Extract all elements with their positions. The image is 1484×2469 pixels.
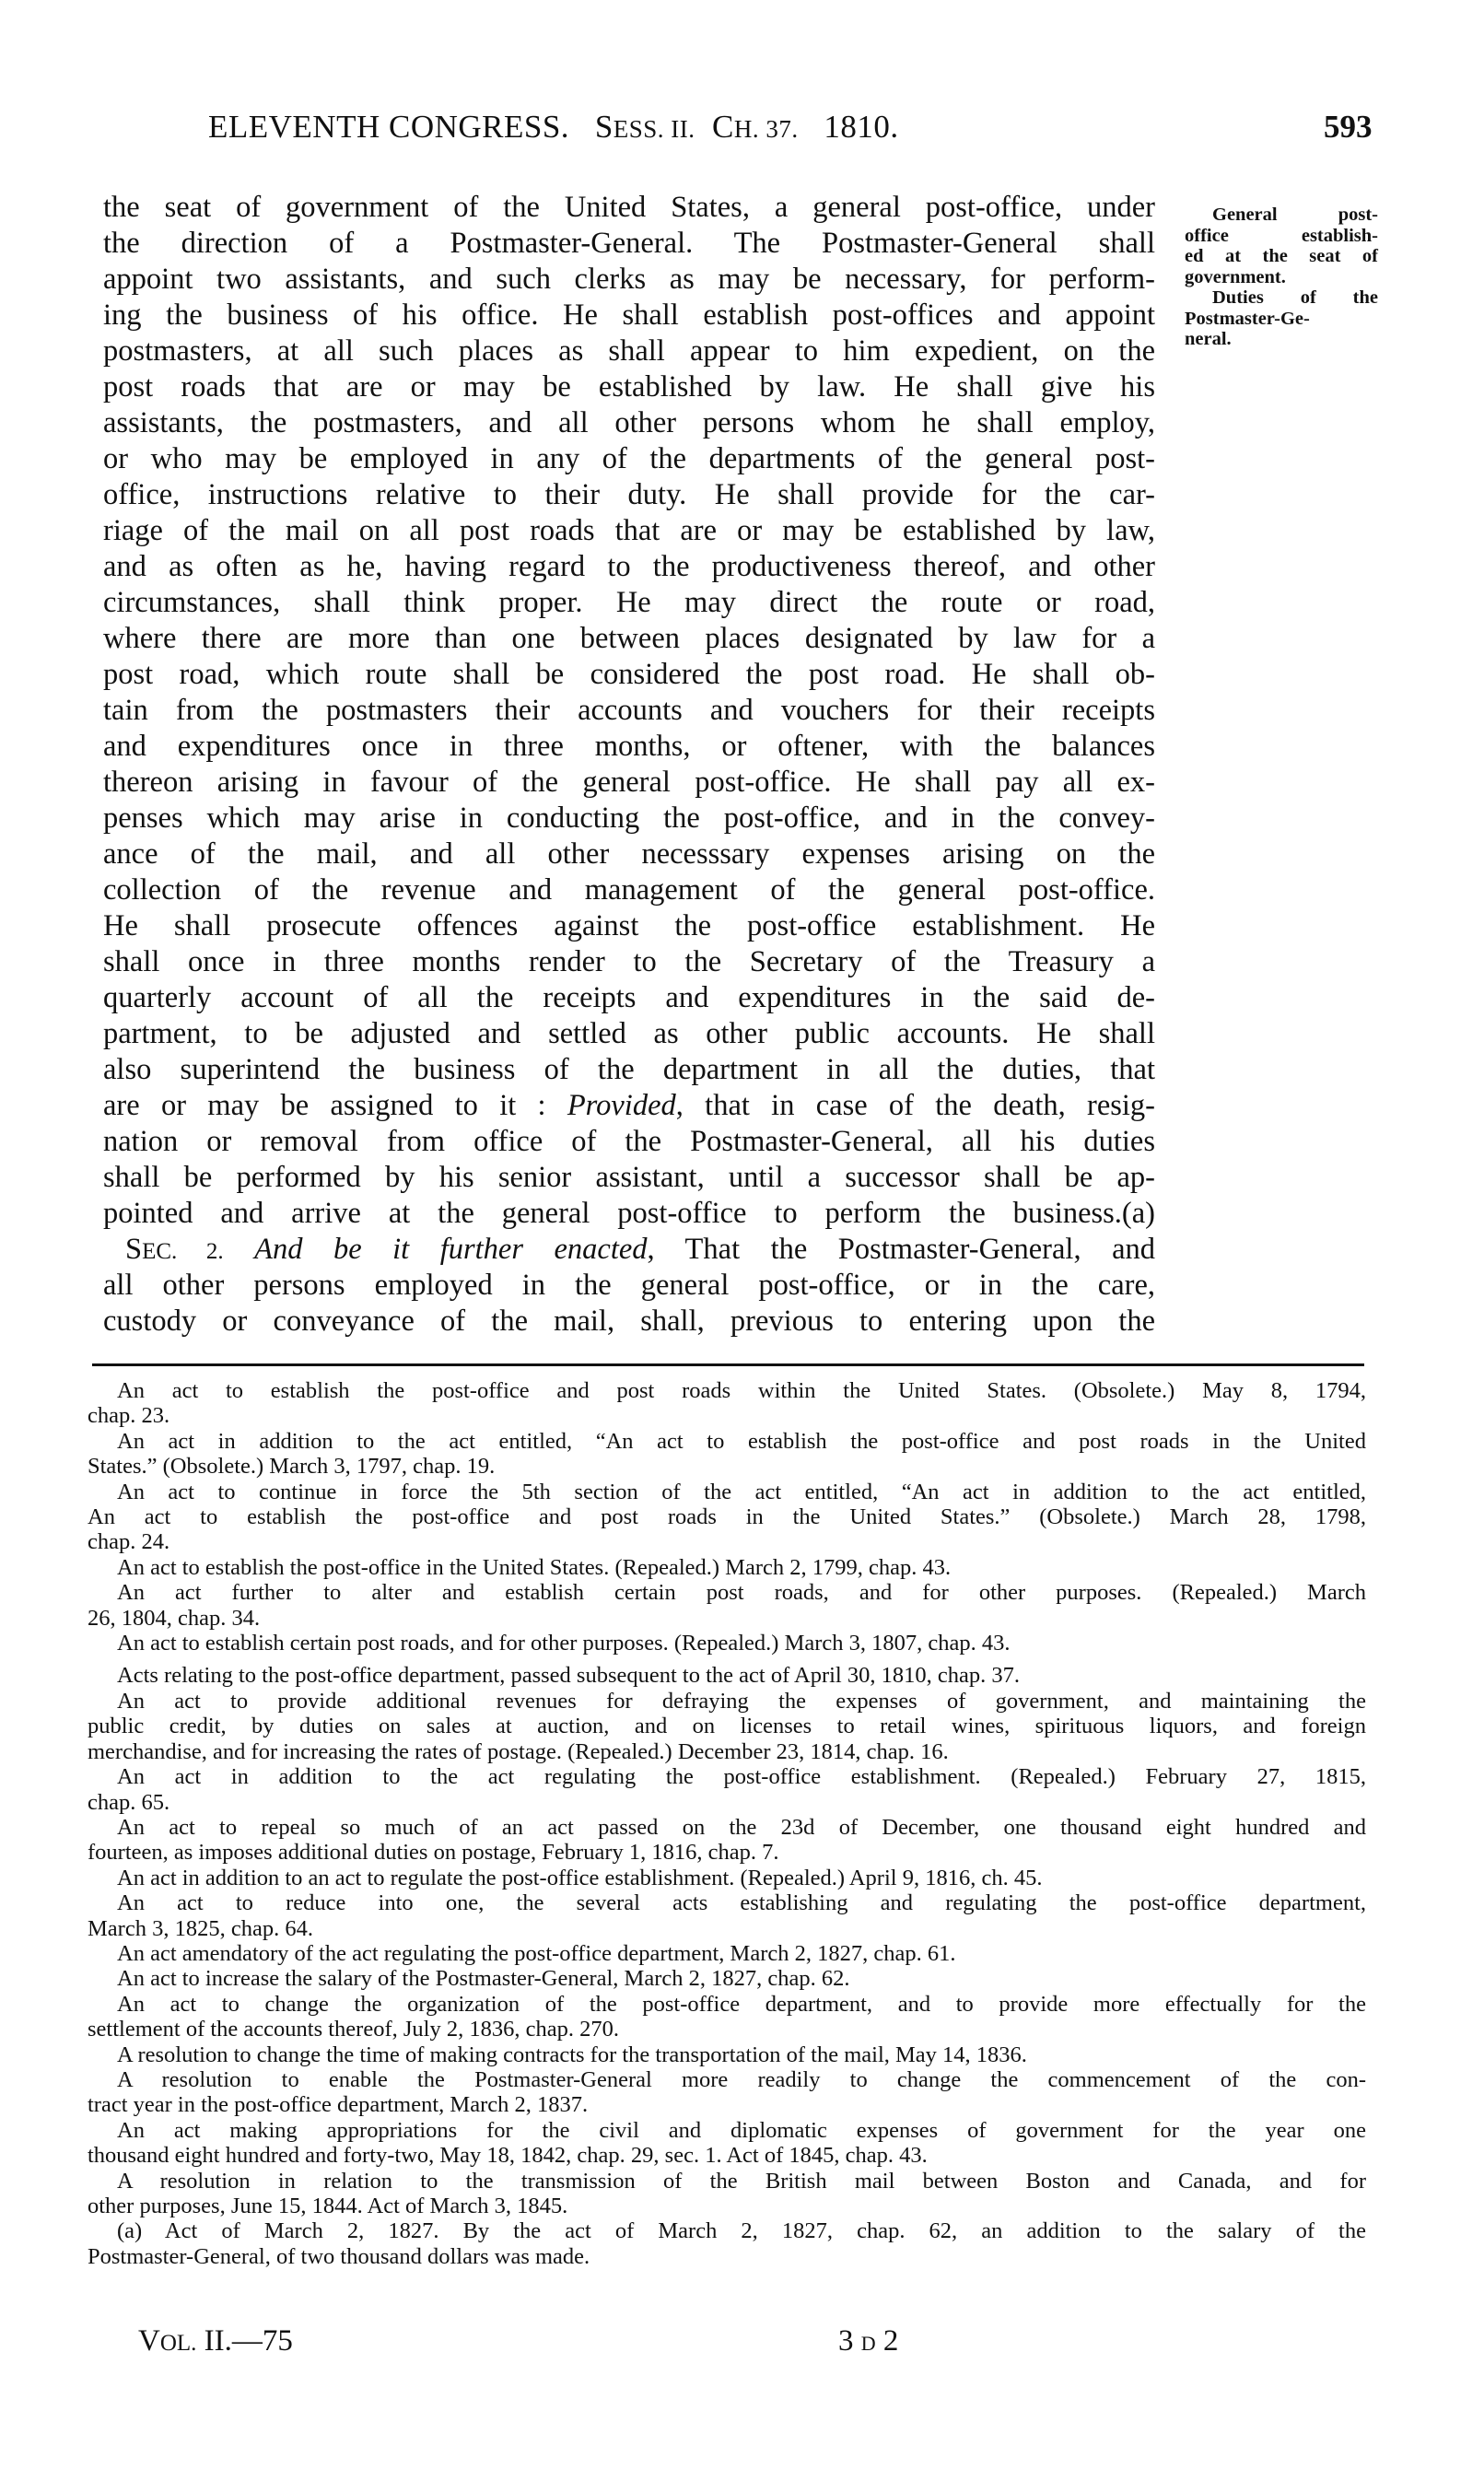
chapter-label: CH. 37. bbox=[712, 109, 799, 145]
footnote-line: chap. 23. bbox=[88, 1403, 170, 1429]
footnote-item bbox=[88, 1378, 1366, 1429]
text-line: all other persons employed in the general post-office, or in the care, bbox=[103, 1269, 1155, 1302]
footnote-item bbox=[88, 1866, 1366, 1890]
footnote-line: settlement of the accounts thereof, July 2, 1836, chap. 270. bbox=[88, 2017, 619, 2042]
text-line: post roads that are or may be established by law. He shall give his bbox=[103, 370, 1155, 404]
footnote-line: A resolution to enable the Postmaster-General more readily to change the commencement of the con- bbox=[117, 2066, 1366, 2092]
sidenote-post-office-established: General post- office establish- ed at the seat of government. bbox=[1185, 205, 1378, 287]
footnote-line: An act in addition to the act entitled, “An act to establish the post-office and post roads in the United bbox=[117, 1428, 1366, 1454]
text-line: ance of the mail, and all other necesssary expenses arising on the bbox=[103, 837, 1155, 871]
footnote-item bbox=[88, 1580, 1366, 1631]
footnote-item bbox=[88, 1480, 1366, 1555]
section-2-heading-line: SEC. 2. And be it further enacted, That the Postmaster-General, and bbox=[125, 1233, 1155, 1266]
text-line: where there are more than one between places designated by law for a bbox=[103, 622, 1155, 655]
footnote-item bbox=[88, 2067, 1366, 2118]
session-label: SESS. II. bbox=[594, 109, 695, 145]
congress-label: ELEVENTH CONGRESS. bbox=[208, 109, 570, 145]
footnote-line: An act making appropriations for the civil and diplomatic expenses of government for the year one bbox=[117, 2117, 1366, 2143]
paragraph-section-1 bbox=[103, 190, 1155, 1232]
footnote-line: 26, 1804, chap. 34. bbox=[88, 1605, 261, 1631]
enacting-clause: And be it further enacted bbox=[254, 1233, 648, 1266]
section-label: SEC. 2. bbox=[125, 1233, 224, 1266]
footnote-item bbox=[88, 1890, 1366, 1941]
footnote-item bbox=[88, 1966, 1366, 1991]
text-line: collection of the revenue and management of the general post-office. bbox=[103, 873, 1155, 907]
footnote-line: An act to establish certain post roads, and for other purposes. (Repealed.) March 3, 1807, chap. 43. bbox=[117, 1631, 1011, 1656]
footnote-item bbox=[88, 2042, 1366, 2067]
signature-mark: 3 D 2 bbox=[838, 2324, 899, 2358]
footnote-item bbox=[88, 2218, 1366, 2269]
year-label: 1810. bbox=[824, 109, 899, 145]
footnote-item bbox=[88, 1764, 1366, 1815]
footnote-item bbox=[88, 1429, 1366, 1480]
footnote-line: merchandise, and for increasing the rates of postage. (Repealed.) December 23, 1814, chap. 16. bbox=[88, 1738, 949, 1764]
footnote-item bbox=[88, 2169, 1366, 2219]
footnote-line: tract year in the post-office department, March 2, 1837. bbox=[88, 2092, 589, 2118]
text-line: shall once in three months render to the Secretary of the Treasury a bbox=[103, 945, 1155, 978]
footnote-line: An act further to alter and establish certain post roads, and for other purposes. (Repealed.) March bbox=[117, 1580, 1366, 1606]
footnote-item bbox=[88, 1689, 1366, 1764]
text-line: and as often as he, having regard to the productiveness thereof, and other bbox=[103, 550, 1155, 583]
statute-text bbox=[103, 190, 1155, 1340]
footnote-line: thousand eight hundred and forty-two, May 18, 1842, chap. 29, sec. 1. Act of 1845, chap. 43. bbox=[88, 2143, 928, 2169]
signature-line bbox=[138, 2324, 967, 2361]
text-line: appoint two assistants, and such clerks as may be necessary, for perform- bbox=[103, 263, 1155, 296]
footnote-line: fourteen, as imposes additional duties on postage, February 1, 1816, chap. 7. bbox=[88, 1840, 779, 1866]
text-line: ing the business of his office. He shall establish post-offices and appoint bbox=[103, 298, 1155, 332]
text-line: also superintend the business of the department in all the duties, that bbox=[103, 1053, 1155, 1086]
text-line: penses which may arise in conducting the post-office, and in the convey- bbox=[103, 802, 1155, 835]
footnote-line: An act amendatory of the act regulating the post-office department, March 2, 1827, chap. 61. bbox=[117, 1940, 956, 1966]
volume-mark: VOL. II.—75 bbox=[138, 2324, 293, 2358]
footnote-line: A resolution to change the time of making contracts for the transportation of the mail, May 14, 1836. bbox=[117, 2042, 1027, 2067]
footnote-line: chap. 65. bbox=[88, 1789, 170, 1815]
text-line: assistants, the postmasters, and all other persons whom he shall employ, bbox=[103, 406, 1155, 439]
footnote-line: Acts relating to the post-office department, passed subsequent to the act of April 30, 1810, chap. 37. bbox=[117, 1663, 1020, 1689]
footnote-line: An act to increase the salary of the Postmaster-General, March 2, 1827, chap. 62. bbox=[117, 1966, 850, 1992]
footnote-line: chap. 24. bbox=[88, 1529, 170, 1555]
footnote-line: An act to provide additional revenues for defraying the expenses of government, and maintaining the bbox=[117, 1688, 1366, 1714]
text-line: shall be performed by his senior assistant, until a successor shall be ap- bbox=[103, 1161, 1155, 1194]
footnote-line: An act to change the organization of the post-office department, and to provide more effectually for the bbox=[117, 1991, 1366, 2017]
footnote-line: An act in addition to an act to regulate the post-office establishment. (Repealed.) April 9, 1816, ch. 45. bbox=[117, 1865, 1043, 1890]
footnotes bbox=[88, 1378, 1366, 2269]
text-line: the direction of a Postmaster-General. The Postmaster-General shall bbox=[103, 227, 1155, 260]
footnote-item bbox=[88, 1555, 1366, 1580]
footnote-line: An act to establish the post-office in the United States. (Repealed.) March 2, 1799, chap. 43. bbox=[117, 1554, 952, 1580]
text-line: circumstances, shall think proper. He may direct the route or road, bbox=[103, 586, 1155, 619]
footnote-line: An act to reduce into one, the several acts establishing and regulating the post-office department, bbox=[117, 1890, 1366, 1916]
footnote-item bbox=[88, 2118, 1366, 2169]
text-line: the seat of government of the United States, a general post-office, under bbox=[103, 191, 1155, 224]
text-line: and expenditures once in three months, or oftener, with the balances bbox=[103, 730, 1155, 763]
footnote-item bbox=[88, 1992, 1366, 2042]
provided-italic: Provided bbox=[567, 1089, 676, 1122]
footnote-line: other purposes, June 15, 1844. Act of March 3, 1845. bbox=[88, 2194, 568, 2218]
footnote-line: Postmaster-General, of two thousand dollars was made. bbox=[88, 2243, 590, 2269]
footnote-item bbox=[88, 1815, 1366, 1866]
footnote-item bbox=[88, 1631, 1366, 1656]
page-number: 593 bbox=[1324, 109, 1373, 145]
footnote-item bbox=[88, 1941, 1366, 1966]
margin-notes bbox=[1185, 205, 1378, 350]
running-header bbox=[208, 109, 1387, 151]
text-line: thereon arising in favour of the general post-office. He shall pay all ex- bbox=[103, 766, 1155, 799]
provided-line: are or may be assigned to it : Provided, that in case of the death, resig- bbox=[103, 1089, 1155, 1122]
footnote-line: A resolution in relation to the transmission of the British mail between Boston and Canada, and for bbox=[117, 2168, 1366, 2194]
footnote-line: (a) Act of March 2, 1827. By the act of March 2, 1827, chap. 62, an addition to the salary of the bbox=[117, 2218, 1366, 2244]
sidenote-duties-postmaster-general: Duties of the Postmaster-Ge- neral. bbox=[1185, 287, 1378, 349]
text-line: or who may be employed in any of the departments of the general post- bbox=[103, 442, 1155, 475]
footnote-line: States.” (Obsolete.) March 3, 1797, chap. 19. bbox=[88, 1454, 496, 1480]
text-line: post road, which route shall be considered the post road. He shall ob- bbox=[103, 658, 1155, 691]
text-line: quarterly account of all the receipts and expenditures in the said de- bbox=[103, 981, 1155, 1014]
footnote-divider bbox=[92, 1363, 1364, 1366]
text-line: partment, to be adjusted and settled as other public accounts. He shall bbox=[103, 1017, 1155, 1050]
footnote-line: public credit, by duties on sales at auction, and on licenses to retail wines, spirituous liquors, and foreign bbox=[88, 1714, 1366, 1739]
text-line: He shall prosecute offences against the post-office establishment. He bbox=[103, 909, 1155, 942]
text-line: postmasters, at all such places as shall appear to him expedient, on the bbox=[103, 334, 1155, 368]
paragraph-section-2 bbox=[103, 1232, 1155, 1340]
text-line: nation or removal from office of the Postmaster-General, all his duties bbox=[103, 1125, 1155, 1158]
footnote-line: An act to establish the post-office and post roads within the United States. (Obsolete.) May 8, 1794, bbox=[117, 1378, 1366, 1403]
text-line: pointed and arrive at the general post-office to perform the business.(a) bbox=[103, 1197, 1155, 1230]
footnote-line: An act to establish the post-office and post roads in the United States.” (Obsolete.) March 28, 1798, bbox=[88, 1504, 1366, 1530]
text-line: custody or conveyance of the mail, shall, previous to entering upon the bbox=[103, 1305, 1155, 1338]
footnote-item bbox=[88, 1663, 1366, 1688]
running-title bbox=[208, 109, 899, 146]
footnote-line: An act to repeal so much of an act passed on the 23d of December, one thousand eight hundred and bbox=[117, 1814, 1366, 1840]
text-line: riage of the mail on all post roads that are or may be established by law, bbox=[103, 514, 1155, 547]
footnote-line: An act in addition to the act regulating the post-office establishment. (Repealed.) February 27, 1815, bbox=[117, 1764, 1366, 1790]
footnote-line: An act to continue in force the 5th section of the act entitled, “An act in addition to the act entitled, bbox=[117, 1479, 1366, 1504]
footnote-line: March 3, 1825, chap. 64. bbox=[88, 1915, 313, 1941]
text-line: office, instructions relative to their duty. He shall provide for the car- bbox=[103, 478, 1155, 511]
text-line: tain from the postmasters their accounts and vouchers for their receipts bbox=[103, 694, 1155, 727]
